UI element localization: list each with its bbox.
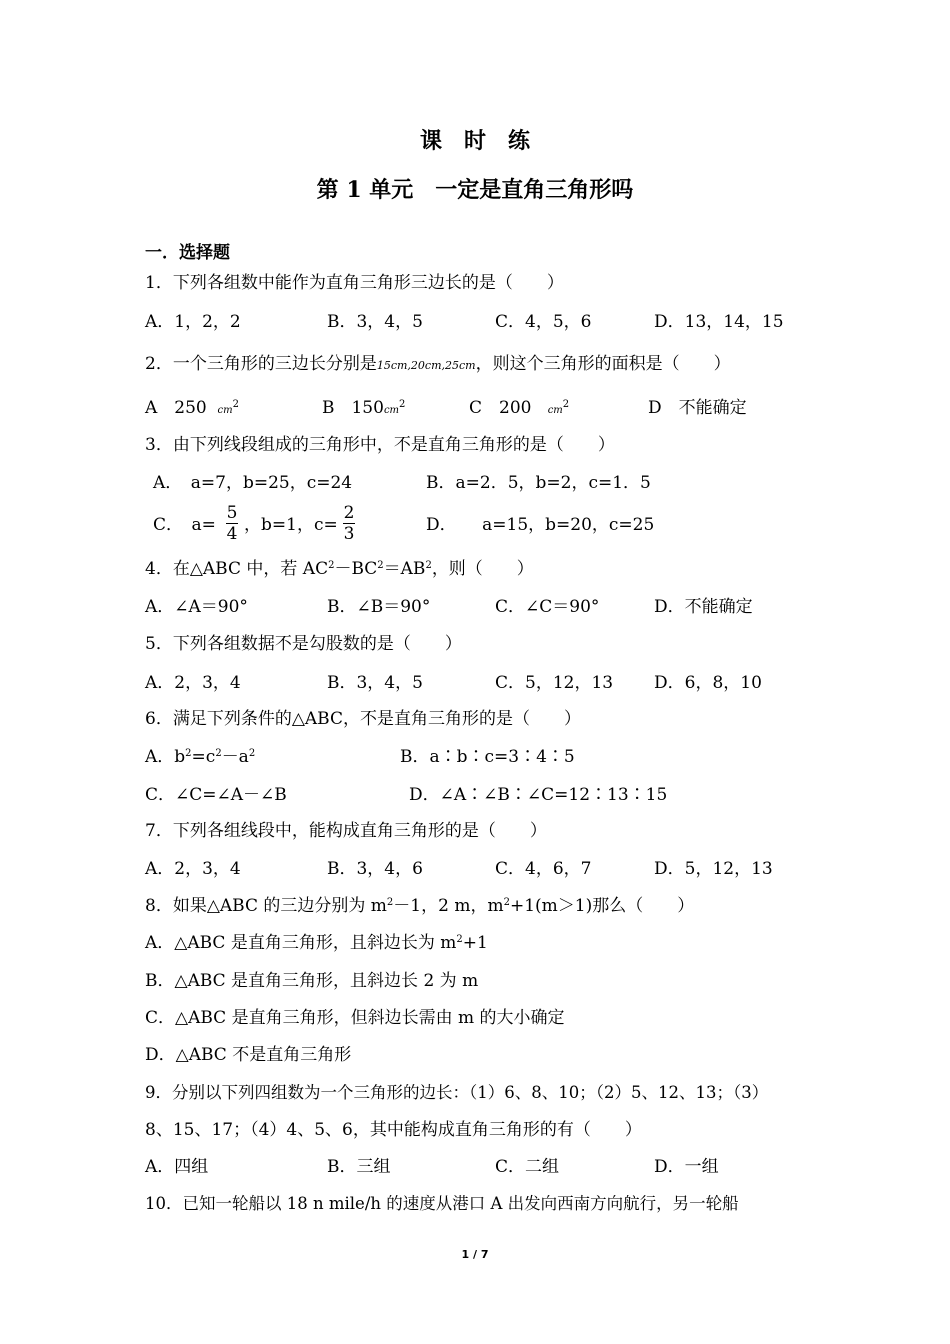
q2-stem-post: ，则这个三角形的面积是（ ）: [475, 354, 731, 374]
q8-a-exp: 2: [456, 934, 463, 945]
section-heading: 一．选择题: [145, 243, 230, 263]
q1-stem: 1．下列各组数中能作为直角三角形三边长的是（ ）: [145, 273, 564, 293]
q3-stem: 3．由下列线段组成的三角形中，不是直角三角形的是（ ）: [145, 435, 615, 455]
q5-stem: 5．下列各组数据不是勾股数的是（ ）: [145, 634, 462, 654]
q3-frac-c-denominator: 3: [343, 524, 355, 544]
q4-option-c: C．∠C＝90°: [495, 597, 600, 617]
q4-exp1: 2: [328, 560, 335, 571]
q3-option-a: A． a=7，b=25，c=24: [153, 473, 353, 493]
q3-option-d: D． a=15，b=20，c=25: [426, 515, 655, 535]
q5-option-d: D．6，8，10: [654, 673, 762, 693]
q8-stem-part1: 8．如果△ABC 的三边分别为 m: [145, 896, 387, 916]
q6-option-a: [145, 746, 255, 768]
q4-stem: [145, 558, 534, 580]
q6-option-b: B．a∶b∶c=3∶4∶5: [400, 747, 575, 767]
q6-a-exp3: 2: [248, 748, 256, 759]
q3-option-c-mid: ，b=1，c=: [244, 515, 338, 535]
q8-option-d: D．△ABC 不是直角三角形: [145, 1045, 352, 1065]
q4-exp3: 2: [425, 560, 432, 571]
page-title: 课 时 练: [419, 128, 530, 154]
q2-exp-b: 2: [399, 399, 406, 410]
q6-a-exp1: 2: [185, 748, 192, 759]
q7-option-b: B．3，4，6: [327, 859, 423, 879]
q9-option-d: D．一组: [654, 1157, 719, 1177]
q3-fraction-a: [224, 503, 240, 544]
q8-stem: [145, 895, 694, 917]
q3-frac-c-numerator: 2: [343, 503, 355, 523]
page-number: 1 / 7: [461, 1248, 489, 1261]
q2-option-c: [469, 397, 569, 422]
q4-exp2: 2: [377, 560, 384, 571]
q2-option-c-text: C 200: [469, 398, 532, 418]
q8-exp1: 2: [386, 897, 394, 908]
q6-a-part1: A．b: [145, 747, 186, 767]
q5-option-c: C．5，12，13: [495, 673, 614, 693]
q4-option-b: B．∠B＝90°: [327, 597, 431, 617]
q2-unit-c: cm: [547, 405, 563, 416]
q2-option-a-text: A 250: [145, 398, 207, 418]
q9-stem-line2: 8、15、17；（4）4、5、6，其中能构成直角三角形的有（ ）: [145, 1120, 642, 1140]
q7-stem: 7．下列各组线段中，能构成直角三角形的是（ ）: [145, 821, 547, 841]
q7-option-a: A．2，3，4: [145, 859, 241, 879]
q6-a-part3: －a: [221, 747, 249, 767]
q3-fraction-c: [341, 503, 357, 544]
q2-unit-a: cm: [217, 405, 233, 416]
q2-stem-pre: 2．一个三角形的三边长分别是: [145, 354, 377, 374]
q4-stem-part1: 4．在△ABC 中，若 AC: [145, 559, 329, 579]
q7-option-d: D．5，12，13: [654, 859, 773, 879]
q9-stem-line1: 9．分别以下列四组数为一个三角形的边长：（1）6、8、10；（2）5、12、13；（3）: [145, 1083, 769, 1102]
unit-title: 第 1 单元 一定是直角三角形吗: [316, 177, 634, 203]
q6-option-d: D．∠A∶∠B∶∠C=12∶13∶15: [409, 785, 668, 805]
q3-option-c-pre: C． a=: [153, 515, 216, 535]
q2-stem: [145, 353, 731, 377]
q10-stem-line1: 10．已知一轮船以 18 n mile/h 的速度从港口 A 出发向西南方向航行，另一轮船: [145, 1194, 739, 1213]
q8-option-b: B．△ABC 是直角三角形，且斜边长 2 为 m: [145, 971, 479, 991]
q3-option-b: B．a=2．5，b=2，c=1．5: [426, 473, 651, 493]
q3-frac-a-denominator: 4: [226, 524, 238, 544]
q4-stem-part4: ，则（ ）: [431, 559, 534, 579]
q2-stem-sides: 15cm,20cm,25cm: [376, 359, 476, 372]
q4-option-a: A．∠A＝90°: [145, 597, 248, 617]
q9-option-a: A．四组: [145, 1157, 209, 1177]
q6-a-exp2: 2: [215, 748, 222, 759]
q4-option-d: D．不能确定: [654, 597, 753, 617]
q9-option-b: B．三组: [327, 1157, 391, 1177]
q8-a-part2: +1: [462, 933, 488, 953]
q3-frac-a-numerator: 5: [226, 503, 238, 523]
q1-option-c: C．4，5，6: [495, 312, 592, 332]
q2-option-d: D 不能确定: [648, 398, 747, 418]
q5-option-a: A．2，3，4: [145, 673, 241, 693]
q2-exp-c: 2: [562, 399, 570, 410]
q9-option-c: C．二组: [495, 1157, 560, 1177]
q6-option-c: C．∠C=∠A－∠B: [145, 785, 287, 805]
q4-stem-part3: ＝AB: [383, 559, 426, 579]
q8-stem-part3: +1(m＞1)那么（ ）: [509, 896, 695, 916]
q8-a-part1: A．△ABC 是直角三角形，且斜边长为 m: [145, 933, 457, 953]
q2-option-a: [145, 397, 239, 422]
q2-option-b: [322, 397, 405, 422]
q1-option-a: A．1，2，2: [145, 312, 241, 332]
q2-unit-b: cm: [383, 405, 400, 416]
q1-option-b: B．3，4，5: [327, 312, 423, 332]
q2-exp-a: 2: [232, 399, 240, 410]
q8-option-c: C．△ABC 是直角三角形，但斜边长需由 m 的大小确定: [145, 1008, 565, 1028]
q2-option-b-text: B 150: [322, 398, 384, 418]
q4-stem-part2: －BC: [334, 559, 378, 579]
q8-exp2: 2: [503, 897, 510, 908]
q6-a-part2: =c: [191, 747, 216, 767]
q1-option-d: D．13，14，15: [654, 312, 784, 332]
q8-stem-part2: －1，2 m，m: [393, 896, 504, 916]
q5-option-b: B．3，4，5: [327, 673, 423, 693]
q7-option-c: C．4，6，7: [495, 859, 592, 879]
q8-option-a: [145, 932, 488, 954]
q6-stem: 6．满足下列条件的△ABC，不是直角三角形的是（ ）: [145, 709, 581, 729]
